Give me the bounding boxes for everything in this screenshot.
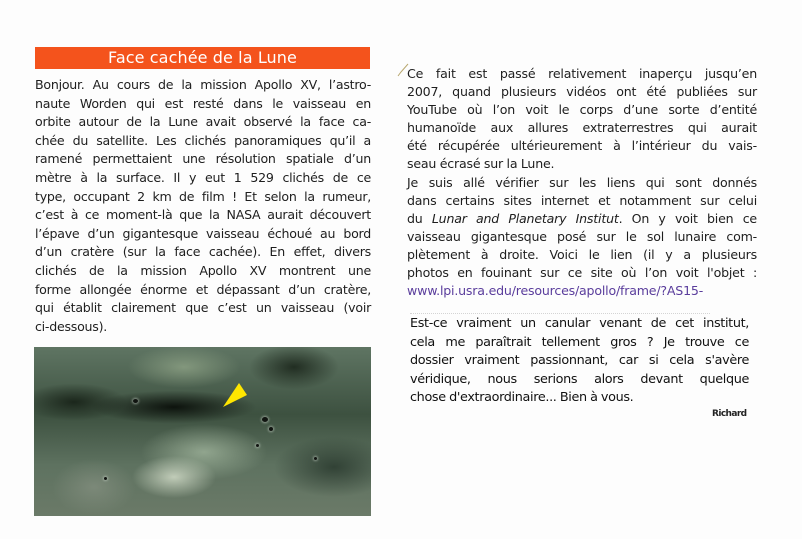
- text-line: 2007, quand plusieurs vidéos ont été publiées sur: [407, 84, 757, 100]
- bottom-column-text: [410, 315, 749, 408]
- text-line: véridique, nous serions alors devant quelque: [410, 371, 749, 387]
- text-line: dossier vraiment passionnant, car si cela s'avère: [410, 353, 749, 369]
- text-line: chose d'extraordinaire... Bien à vous.: [410, 390, 634, 406]
- crater-mark: [262, 417, 268, 422]
- crater-mark: [104, 477, 107, 480]
- lunar-surface-photo: [34, 347, 371, 516]
- signature: Richard: [712, 409, 747, 419]
- crater-mark: [256, 444, 259, 447]
- crater-mark: [133, 399, 138, 403]
- text-line: Je suis allé vérifier sur les liens qui sont donnés: [407, 174, 757, 190]
- text-line: l’épave d’un gigantesque vaisseau échoué au bord: [35, 225, 371, 241]
- text-line: humanoïde aux allures extraterrestres qui aurait: [407, 120, 757, 136]
- institut-name: Lunar and Planetary Institut: [431, 210, 619, 226]
- text-line: Est-ce vraiment un canular venant de cet institut,: [410, 316, 749, 331]
- left-column-text: [35, 76, 371, 336]
- text-line: mètre à la surface. Il y eut 1 529 clichés de ce: [35, 169, 371, 185]
- article-title-banner: [35, 47, 370, 69]
- text-line: ramené permettaient une résolution spatiale d’un: [35, 151, 371, 167]
- text-line: photos en fouinant sur ce site où l’on voit l'objet :: [407, 265, 757, 281]
- text-line: type, occupant 2 km de film ! Et selon la rumeur,: [35, 188, 371, 204]
- text-line: orbite autour de la Lune avait observé la face ca-: [35, 114, 371, 130]
- arrow-marker-icon: [221, 381, 249, 409]
- text-line: Bonjour. Au cours de la mission Apollo XV, l’astro-: [35, 77, 371, 92]
- text-line: cela me paraîtrait tellement gros ? Je trouve ce: [410, 334, 749, 350]
- text-line: forme allongée énorme et dépassant d’un cratère,: [35, 281, 371, 297]
- text-line: chée du satellite. Les clichés panoramiques qu’il a: [35, 132, 371, 148]
- text-line: naute Worden qui est resté dans le vaisseau en: [35, 95, 371, 111]
- text-fragment: du: [407, 210, 432, 226]
- text-line: [407, 210, 757, 228]
- text-line: c’est à ce moment-là que la NASA aurait découvert: [35, 207, 371, 223]
- text-line: d’un cratère (sur la face cachée). En effet, divers: [35, 244, 371, 260]
- text-line: qui établit clairement que c’est un vaisseau (voir: [35, 300, 371, 316]
- text-line: clichés de la mission Apollo XV montrent une: [35, 262, 371, 278]
- text-line: seau écrasé sur la Lune.: [407, 156, 555, 172]
- text-line: ci-dessous).: [35, 318, 107, 334]
- text-line: YouTube où l’on voit le corps d’une sorte d’entité: [407, 102, 757, 118]
- text-line: été récupérée ultérieurement à l’intérieur du vais-: [407, 138, 757, 154]
- text-line: dans certains sites internet et notamment sur celui: [407, 192, 757, 208]
- text-line: Ce fait est passé relativement inaperçu jusqu’en: [407, 66, 757, 81]
- article-title: Face cachée de la Lune: [108, 48, 297, 67]
- crater-mark: [314, 457, 317, 460]
- lpi-link[interactable]: www.lpi.usra.edu/resources/apollo/frame/?AS15-: [407, 283, 704, 299]
- right-column-text: [407, 65, 757, 300]
- text-line: plètement à droite. Voici le lien (il y a plusieurs: [407, 246, 757, 262]
- text-line: vaisseau gigantesque posé sur le sol lunaire com-: [407, 228, 757, 244]
- crater-mark: [269, 427, 273, 431]
- text-fragment: . On y voit bien ce: [618, 210, 757, 226]
- divider: [410, 313, 710, 314]
